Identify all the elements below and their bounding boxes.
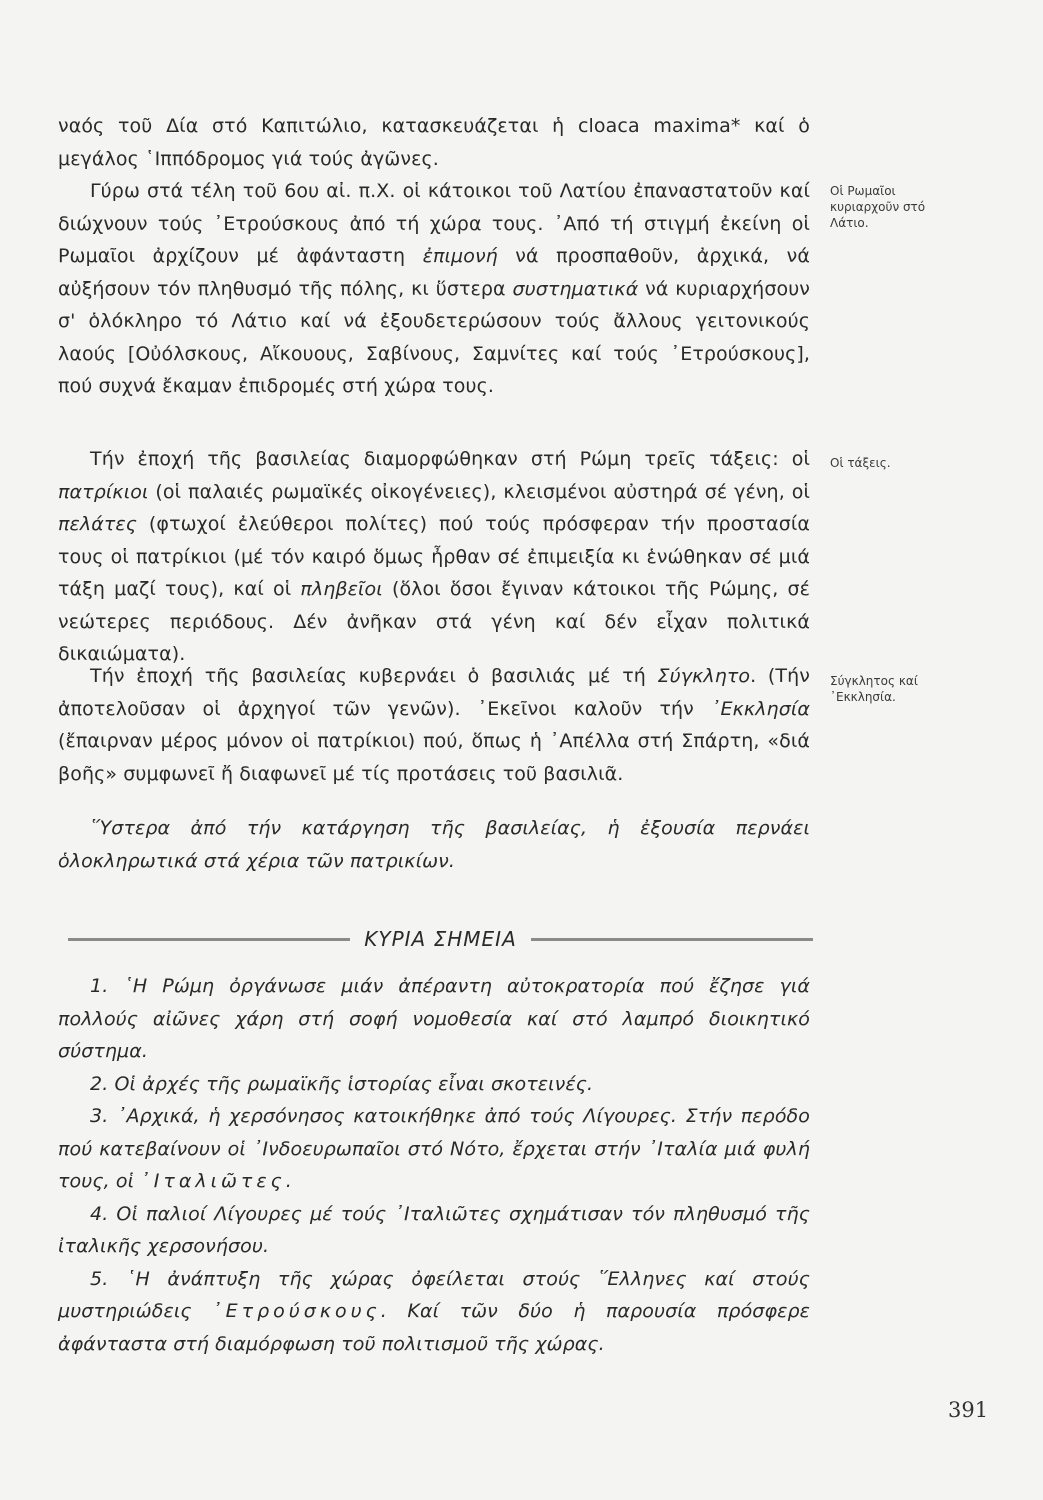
margin-note-classes: Οἱ τάξεις. — [830, 456, 891, 470]
italic-term: πελάτες — [58, 513, 138, 535]
paragraph-5: ῞Υστερα ἀπό τήν κατάργηση τῆς βασιλείας, ἡ ἐξουσία περνάει ὁλοκληρωτικά στά χέρια τῶν πατρικίων. — [58, 817, 810, 872]
margin-note-latium: Οἱ Ρωμαῖοι κυριαρχοῦν στό Λάτιο. — [830, 184, 926, 230]
text-run: . (Τήν ἀποτελοῦσαν οἱ ἀρχηγοί τῶν γενῶν). ᾿Εκεῖνοι καλοῦν τήν — [58, 665, 810, 720]
spaced-term: ᾿Ιταλιῶτες — [140, 1170, 286, 1192]
italic-term: πληβεῖοι — [300, 578, 383, 600]
heading-rule-right — [531, 938, 813, 941]
text-run: (φτωχοί ἐλεύθεροι πολίτες) πού τούς πρόσφεραν τήν προστασία τους οἱ πατρίκιοι (μέ τόν καιρό ὅμως ἦρθαν σέ ἐπιμειξία κι ἑνώθηκαν σέ μιά τάξη μαζί τους), καί οἱ — [58, 513, 810, 600]
text-run: . — [285, 1170, 292, 1192]
key-point-2: 2. Οἱ ἀρχές τῆς ρωμαϊκῆς ἱστορίας εἶναι σκοτεινές. — [90, 1072, 594, 1095]
paragraph-latium — [58, 175, 810, 403]
text-run: Γύρω στά τέλη τοῦ 6ου αἰ. π.Χ. οἱ κάτοικοι τοῦ Λατίου ἐπαναστατοῦν καί διώχνουν τούς ᾿Ετρούσκους ἀπό τή χώρα τους. ᾿Από τή στιγμή ἐκείνη οἱ Ρωμαῖοι ἀρχίζουν μέ ἀφάνταστη — [58, 180, 810, 267]
page-number: 391 — [948, 1398, 989, 1422]
spaced-term: ᾿Ετρούσκους — [212, 1300, 381, 1322]
text-run: 5. ῾Η ἀνάπτυξη τῆς χώρας ὀφείλεται στούς ῞Ελληνες καί στούς μυστηριώδεις — [58, 1267, 810, 1322]
key-point-1: 1. ῾Η Ρώμη ὀργάνωσε μιάν ἀπέραντη αὐτοκρατορία πού ἔζησε γιά πολλούς αἰῶνες χάρη στή σοφή νομοθεσία καί στό λαμπρό διοικητικό σύστημα. — [58, 975, 810, 1062]
text-run: ναός τοῦ Δία στό Καπιτώλιο, κατασκευάζεται ἡ cloaca maxima* καί ὁ μεγάλος ῾Ιππόδρομος γιά τούς ἀγῶνες. — [58, 115, 810, 170]
paragraph-senate — [58, 660, 810, 790]
italic-emphasis: συστηματικά — [512, 277, 639, 300]
key-point-5 — [58, 1263, 810, 1361]
text-run: νά προσπαθοῦν, ἀρχικά, νά αὐξήσουν τόν πληθυσμό τῆς πόλης, κι ὕστερα — [58, 245, 810, 300]
italic-emphasis: ἐπιμονή — [422, 245, 498, 267]
paragraph-2 — [58, 175, 810, 403]
key-points-list — [58, 970, 810, 1360]
key-point-3 — [58, 1100, 810, 1198]
text-run: 3. ᾿Αρχικά, ἡ χερσόνησος κατοικήθηκε ἀπό τούς Λίγουρες. Στήν περόδο πού κατεβαίνουν οἱ ᾿Ινδοευρωπαῖοι στό Νότο, ἔρχεται στήν ᾿Ιταλία μιά φυλή τους, οἱ — [58, 1105, 810, 1192]
margin-note-senate: Σύγκλητος καί ᾿Εκκλησία. — [830, 674, 918, 704]
text-run: Τήν ἐποχή τῆς βασιλείας διαμορφώθηκαν στή Ρώμη τρεῖς τάξεις: οἱ — [90, 448, 810, 470]
heading-rule-left — [68, 938, 350, 941]
paragraph-abolition — [58, 812, 810, 877]
text-run: (ἔπαιρναν μέρος μόνον οἱ πατρίκιοι) πού, ὅπως ἡ ᾿Απέλλα στή Σπάρτη, «διά βοῆς» συμφωνεῖ ἤ διαφωνεῖ μέ τίς προτάσεις τοῦ βασιλιᾶ. — [58, 730, 810, 785]
text-run: (οἱ παλαιές ρωμαϊκές οἰκογένειες), κλεισμένοι αὐστηρά σέ γένη, οἱ — [148, 480, 810, 503]
text-run: . Καί τῶν δύο ἡ παρουσία πρόσφερε ἀφάνταστα στή διαμόρφωση τοῦ πολιτισμοῦ τῆς χώρας. — [58, 1300, 810, 1355]
key-point-4: 4. Οἱ παλιοί Λίγουρες μέ τούς ᾿Ιταλιῶτες σχημάτισαν τόν πληθυσμό τῆς ἰταλικῆς χερσονήσου. — [58, 1202, 810, 1257]
italic-term: ᾿Εκκλησία — [710, 697, 810, 720]
paragraph-1 — [58, 110, 810, 175]
text-run: Τήν ἐποχή τῆς βασιλείας κυβερνάει ὁ βασιλιάς μέ τή — [90, 665, 658, 687]
section-heading-row — [68, 922, 813, 956]
italic-term: Σύγκλητο — [657, 665, 751, 687]
text-run: (ὅλοι ὅσοι ἔγιναν κάτοικοι τῆς Ρώμης, σέ νεώτερες περιόδους. Δέν ἀνῆκαν στά γένη καί δέν εἶχαν πολιτικά δικαιώματα). — [58, 578, 810, 665]
italic-term: πατρίκιοι — [58, 480, 149, 503]
paragraph-temple — [58, 110, 810, 175]
paragraph-3 — [58, 443, 810, 671]
section-heading: ΚΥΡΙΑ ΣΗΜΕΙΑ — [364, 927, 517, 951]
text-run: νά κυριαρχήσουν σ' ὁλόκληρο τό Λάτιο καί νά ἐξουδετερώσουν τούς ἄλλους γειτονικούς λαούς [Οὐόλσκους, Αἴκουους, Σαβίνους, Σαμνίτες καί τούς ᾿Ετρούσκους], πού συχνά ἔκαμαν ἐπιδρομές στή χώρα τους. — [58, 277, 810, 397]
paragraph-4 — [58, 660, 810, 790]
paragraph-classes — [58, 443, 810, 671]
